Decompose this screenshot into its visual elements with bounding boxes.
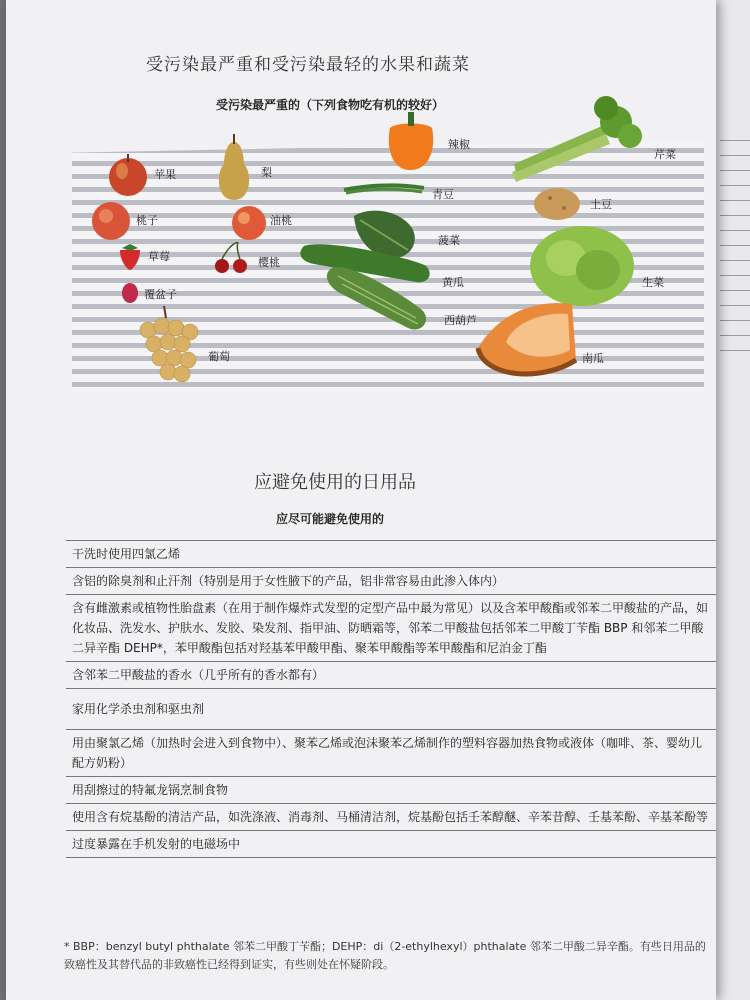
label-green-bean: 青豆: [432, 188, 454, 201]
table-row: 干洗时使用四氯乙烯: [66, 540, 716, 567]
cherry-illustration: [212, 242, 252, 274]
label-nectarine: 油桃: [270, 214, 292, 227]
label-apple: 苹果: [154, 168, 176, 181]
table-row: 用由聚氯乙烯（加热时会进入到食物中）、聚苯乙烯或泡沫聚苯乙烯制作的塑料容器加热食物或液体（咖啡、茶、婴幼儿配方奶粉）: [66, 729, 716, 776]
label-lettuce: 生菜: [642, 276, 664, 289]
peach-illustration: [90, 200, 132, 242]
section-title: 应避免使用的日用品: [254, 472, 416, 493]
strawberry-illustration: [118, 242, 142, 270]
label-pepper: 辣椒: [448, 138, 470, 151]
label-spinach: 菠菜: [438, 234, 460, 247]
label-strawberry: 草莓: [148, 250, 170, 263]
section-subtitle: 应尽可能避免使用的: [276, 512, 385, 526]
label-celery: 芹菜: [654, 148, 676, 161]
label-zucchini: 西葫芦: [444, 314, 477, 327]
pumpkin-illustration: [472, 298, 584, 384]
label-pear: 梨: [261, 166, 272, 179]
label-cucumber: 黄瓜: [442, 276, 464, 289]
avoid-list-table: [66, 540, 716, 858]
grape-illustration: [134, 306, 206, 386]
label-cherry: 樱桃: [258, 256, 280, 269]
table-row: 使用含有烷基酚的清洁产品，如洗涤液、消毒剂、马桶清洁剂，烷基酚包括壬苯醇醚、辛苯昔醇、壬基苯酚、辛基苯酚等: [66, 803, 716, 830]
apple-illustration: [106, 152, 150, 198]
table-row: 含邻苯二甲酸盐的香水（几乎所有的香水都有）: [66, 661, 716, 688]
table-row: 含铝的除臭剂和止汗剂（特别是用于女性腋下的产品，铝非常容易由此渗入体内）: [66, 567, 716, 594]
pear-illustration: [212, 134, 256, 204]
footnote: * BBP：benzyl butyl phthalate 邻苯二甲酸丁苄酯；DEHP：di（2-ethylhexyl）phthalate 邻苯二甲酸二异辛酯。有些日用品的致癌性及其替代品的非致癌性已经得到证实，有些则处在怀疑阶段。: [64, 940, 706, 971]
lettuce-illustration: [526, 218, 638, 308]
label-raspberry: 覆盆子: [144, 288, 177, 301]
page-title: 受污染最严重和受污染最轻的水果和蔬菜: [146, 55, 470, 75]
label-pumpkin: 南瓜: [582, 352, 604, 365]
pepper-illustration: [382, 108, 440, 172]
label-grape: 葡萄: [208, 350, 230, 363]
raspberry-illustration: [120, 282, 140, 304]
label-peach: 桃子: [136, 214, 158, 227]
nectarine-illustration: [230, 204, 268, 242]
potato-illustration: [532, 186, 582, 222]
table-row: 家用化学杀虫剂和驱虫剂: [66, 688, 716, 729]
label-potato: 土豆: [590, 198, 612, 211]
green-bean-illustration: [342, 182, 426, 198]
book-page: [6, 0, 716, 1000]
celery-illustration: [506, 94, 646, 184]
cucumber-illustration: [298, 236, 438, 334]
table-row: 用刮擦过的特氟龙锅烹制食物: [66, 776, 716, 803]
table-row: 含有雌激素或植物性胎盘素（在用于制作爆炸式发型的定型产品中最为常见）以及含苯甲酸酯或邻苯二甲酸盐的产品，如化妆品、洗发水、护肤水、发胶、染发剂、指甲油、防晒霜等，邻苯二甲酸盐包括邻苯二甲酸丁苄酯 BBP 和邻苯二甲酸二异辛酯 DEHP*，苯甲酸酯包括对羟基苯甲酸甲酯、聚苯甲酸酯等苯甲酸酯和尼泊金丁酯: [66, 594, 716, 661]
page-subtitle: 受污染最严重的（下列食物吃有机的较好）: [216, 98, 445, 112]
table-row: 过度暴露在手机发射的电磁场中: [66, 830, 716, 858]
